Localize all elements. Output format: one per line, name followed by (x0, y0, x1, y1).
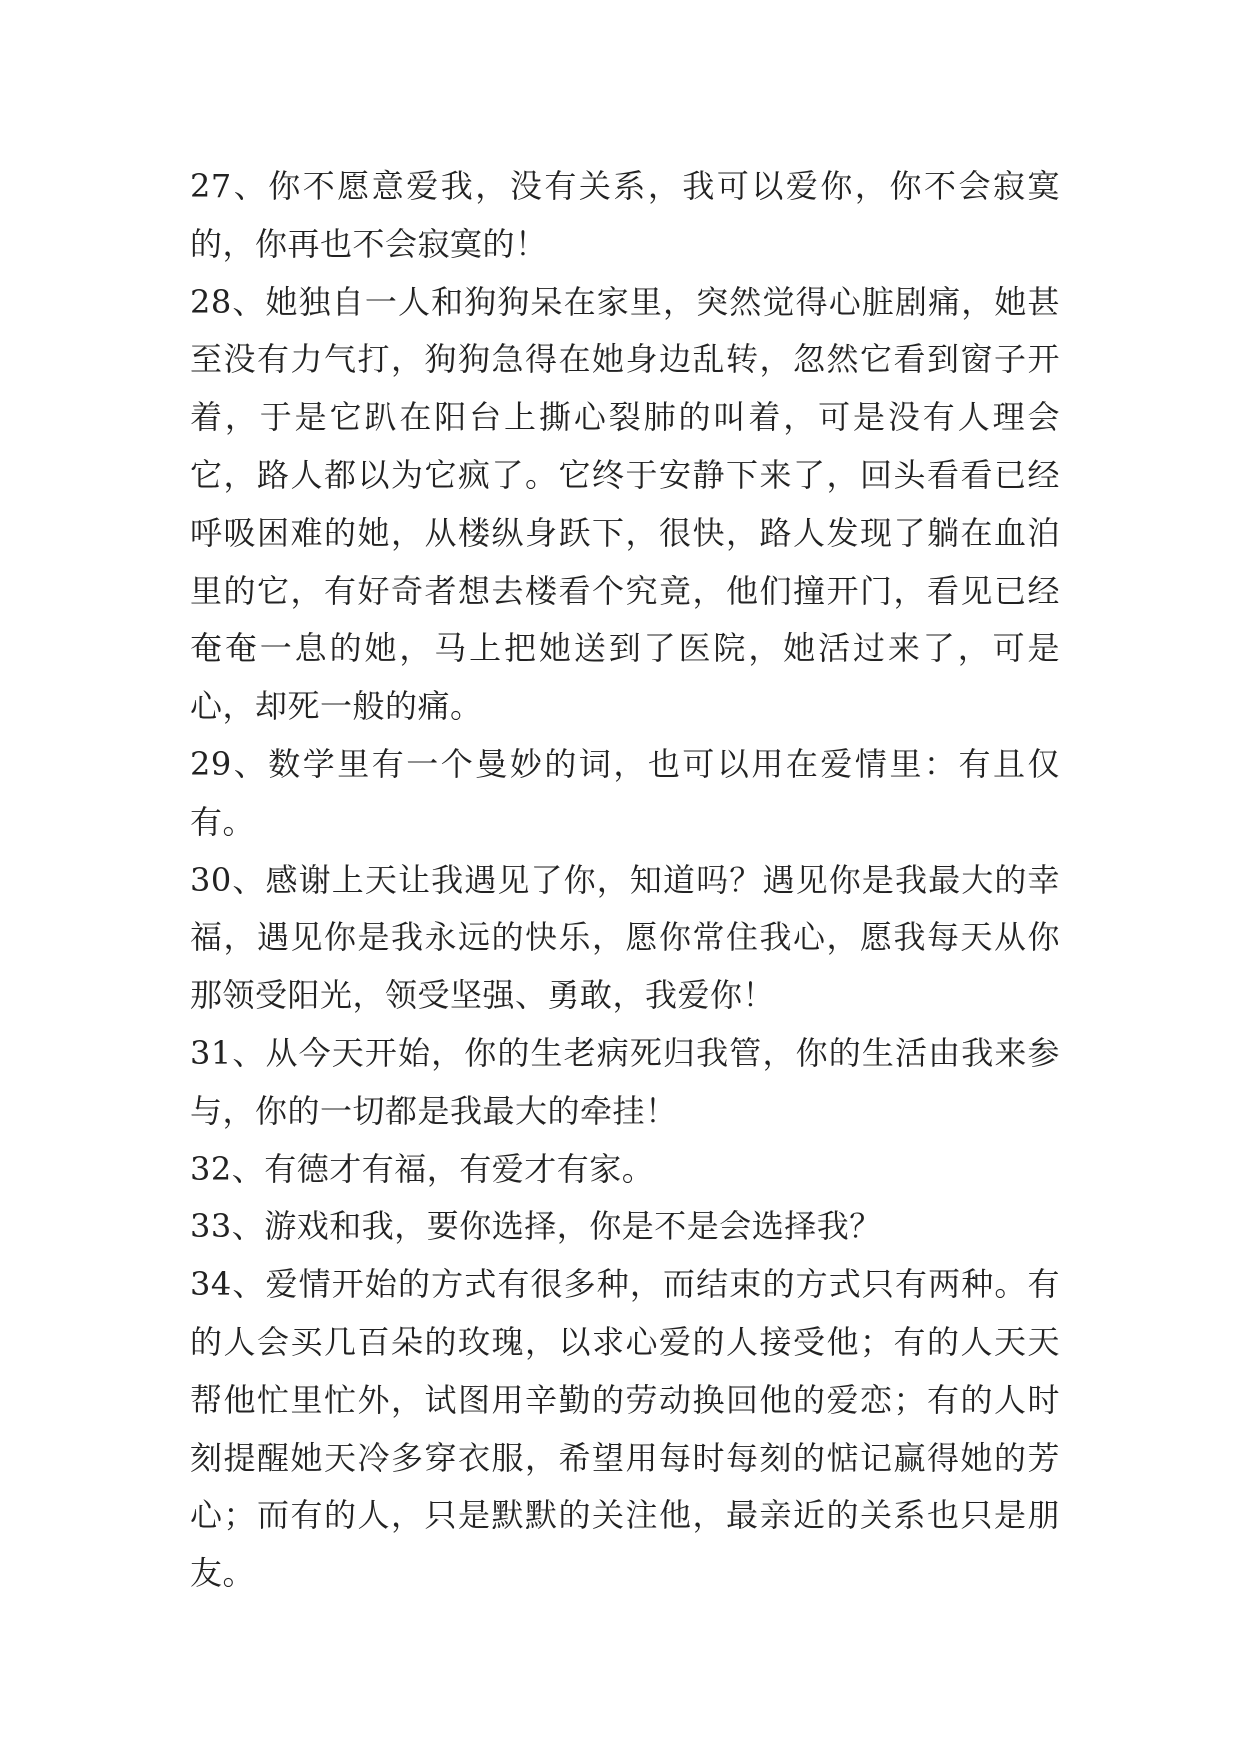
paragraph-33: 33、游戏和我，要你选择，你是不是会选择我？ (190, 1207, 882, 1246)
paragraph-27: 27、你不愿意爱我，没有关系，我可以爱你，你不会寂寞的，你再也不会寂寞的！ (190, 167, 1060, 263)
paragraph-28: 28、她独自一人和狗狗呆在家里，突然觉得心脏剧痛，她甚至没有力气打，狗狗急得在她身边乱转，忽然它看到窗子开着，于是它趴在阳台上撕心裂肺的叫着，可是没有人理会它，路人都以为它疯了。它终于安静下来了，回头看看已经呼吸困难的她，从楼纵身跃下，很快，路人发现了躺在血泊里的它，有好奇者想去楼看个究竟，他们撞开门，看见已经奄奄一息的她，马上把她送到了医院，她活过来了，可是心，却死一般的痛。 (190, 282, 1060, 726)
paragraph-31: 31、从今天开始，你的生老病死归我管，你的生活由我来参与，你的一切都是我最大的牵挂！ (190, 1033, 1060, 1130)
paragraph-32: 32、有德才有福，有爱才有家。 (190, 1149, 655, 1188)
document-body (190, 158, 1060, 1603)
paragraph-34: 34、爱情开始的方式有很多种，而结束的方式只有两种。有的人会买几百朵的玫瑰，以求心爱的人接受他；有的人天天帮他忙里忙外，试图用辛勤的劳动换回他的爱恋；有的人时刻提醒她天冷多穿衣服，希望用每时每刻的惦记赢得她的芳心；而有的人，只是默默的关注他，最亲近的关系也只是朋友。 (190, 1265, 1060, 1593)
paragraph-29: 29、数学里有一个曼妙的词，也可以用在爱情里：有且仅有。 (190, 744, 1060, 841)
paragraph-30: 30、感谢上天让我遇见了你，知道吗？遇见你是我最大的幸福，遇见你是我永远的快乐，愿你常住我心，愿我每天从你那领受阳光，领受坚强、勇敢，我爱你！ (190, 860, 1060, 1015)
